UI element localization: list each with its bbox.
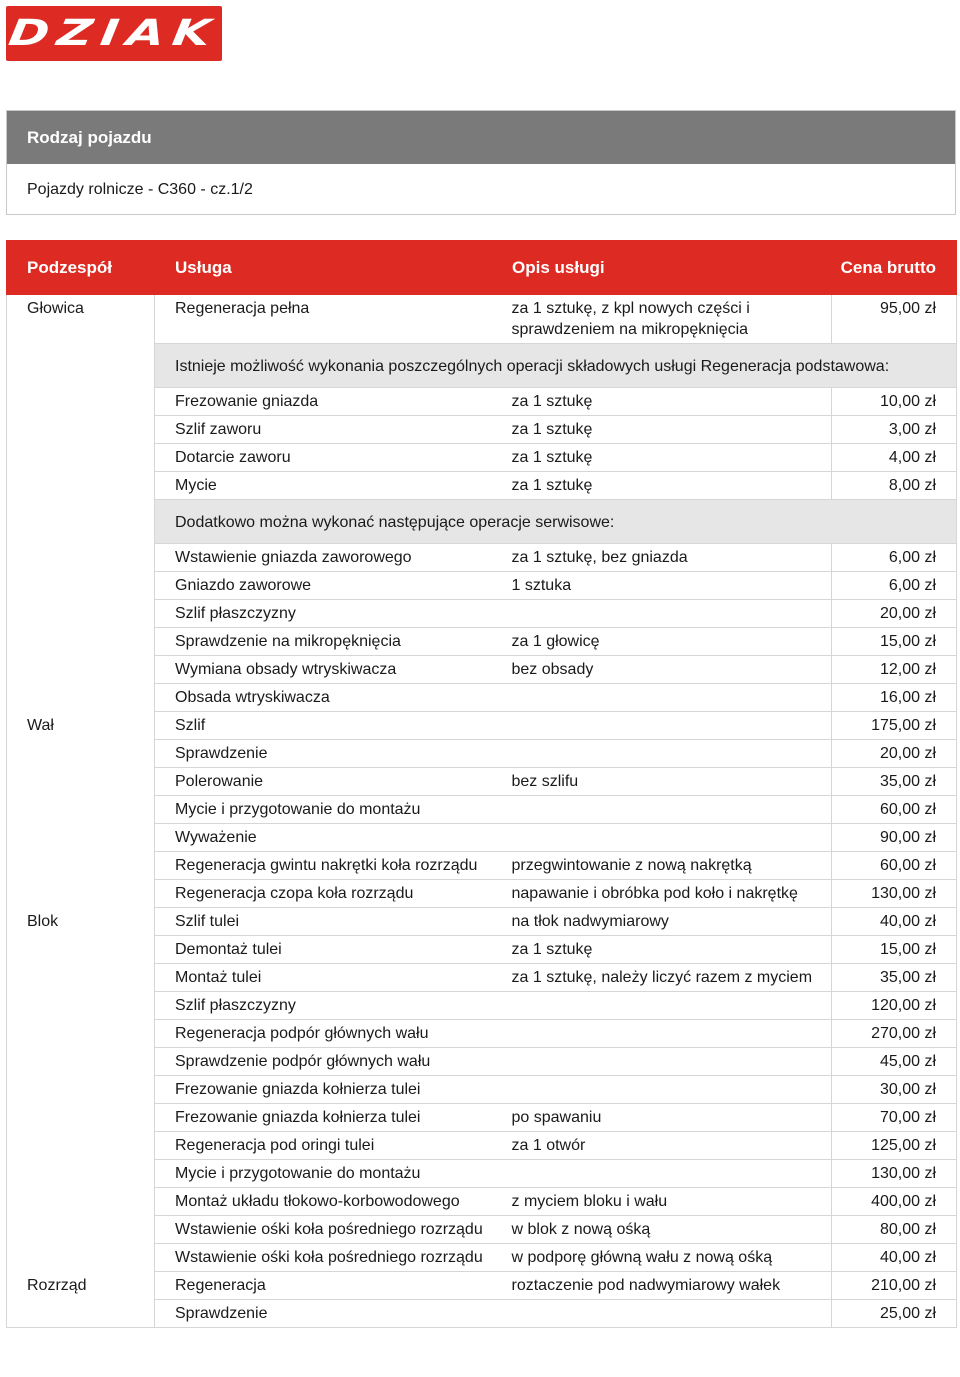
group-cell bbox=[7, 824, 155, 852]
description-cell: w blok z nową ośką bbox=[492, 1216, 832, 1244]
group-cell bbox=[7, 472, 155, 500]
price-cell: 130,00 zł bbox=[832, 1160, 957, 1188]
group-cell bbox=[7, 852, 155, 880]
table-header-row bbox=[7, 241, 957, 295]
description-cell: z myciem bloku i wału bbox=[492, 1188, 832, 1216]
table-row bbox=[7, 1216, 957, 1244]
description-cell bbox=[492, 740, 832, 768]
column-header-description: Opis usługi bbox=[492, 241, 832, 295]
description-cell bbox=[492, 1300, 832, 1328]
description-cell bbox=[492, 1160, 832, 1188]
group-cell bbox=[7, 500, 155, 544]
service-cell: Gniazdo zaworowe bbox=[155, 572, 492, 600]
table-row bbox=[7, 712, 957, 740]
service-cell: Frezowanie gniazda kołnierza tulei bbox=[155, 1076, 492, 1104]
price-cell: 35,00 zł bbox=[832, 964, 957, 992]
company-logo bbox=[6, 6, 222, 61]
group-cell bbox=[7, 600, 155, 628]
group-cell bbox=[7, 1132, 155, 1160]
price-cell: 8,00 zł bbox=[832, 472, 957, 500]
price-list-table bbox=[6, 240, 957, 1328]
table-row bbox=[7, 964, 957, 992]
price-cell: 40,00 zł bbox=[832, 908, 957, 936]
price-cell: 400,00 zł bbox=[832, 1188, 957, 1216]
description-cell: roztaczenie pod nadwymiarowy wałek bbox=[492, 1272, 832, 1300]
description-cell bbox=[492, 992, 832, 1020]
group-cell bbox=[7, 1244, 155, 1272]
group-cell bbox=[7, 1048, 155, 1076]
vehicle-type-box bbox=[6, 110, 956, 215]
price-cell: 25,00 zł bbox=[832, 1300, 957, 1328]
group-cell bbox=[7, 444, 155, 472]
description-cell bbox=[492, 1076, 832, 1104]
service-cell: Demontaż tulei bbox=[155, 936, 492, 964]
table-row bbox=[7, 1160, 957, 1188]
price-cell: 95,00 zł bbox=[832, 295, 957, 344]
group-cell bbox=[7, 992, 155, 1020]
description-cell bbox=[492, 1020, 832, 1048]
service-cell: Mycie bbox=[155, 472, 492, 500]
price-cell: 35,00 zł bbox=[832, 768, 957, 796]
price-cell: 4,00 zł bbox=[832, 444, 957, 472]
group-cell bbox=[7, 964, 155, 992]
price-cell: 60,00 zł bbox=[832, 852, 957, 880]
group-cell bbox=[7, 880, 155, 908]
group-cell bbox=[7, 684, 155, 712]
description-cell: za 1 sztukę, z kpl nowych części i sprawdzeniem na mikropęknięcia bbox=[492, 295, 832, 344]
service-cell: Sprawdzenie podpór głównych wału bbox=[155, 1048, 492, 1076]
description-cell: za 1 sztukę bbox=[492, 936, 832, 964]
table-row bbox=[7, 740, 957, 768]
group-cell bbox=[7, 1104, 155, 1132]
price-cell: 30,00 zł bbox=[832, 1076, 957, 1104]
description-cell bbox=[492, 712, 832, 740]
table-row bbox=[7, 1244, 957, 1272]
price-cell: 130,00 zł bbox=[832, 880, 957, 908]
service-cell: Regeneracja pełna bbox=[155, 295, 492, 344]
description-cell: za 1 sztukę, należy liczyć razem z myciem bbox=[492, 964, 832, 992]
table-row bbox=[7, 1076, 957, 1104]
description-cell bbox=[492, 796, 832, 824]
description-cell: za 1 sztukę bbox=[492, 388, 832, 416]
price-cell: 270,00 zł bbox=[832, 1020, 957, 1048]
service-cell: Dotarcie zaworu bbox=[155, 444, 492, 472]
description-cell: po spawaniu bbox=[492, 1104, 832, 1132]
service-cell: Frezowanie gniazda kołnierza tulei bbox=[155, 1104, 492, 1132]
service-cell: Szlif płaszczyzny bbox=[155, 600, 492, 628]
price-cell: 3,00 zł bbox=[832, 416, 957, 444]
description-cell bbox=[492, 1048, 832, 1076]
group-cell bbox=[7, 544, 155, 572]
price-cell: 15,00 zł bbox=[832, 628, 957, 656]
service-cell: Regeneracja podpór głównych wału bbox=[155, 1020, 492, 1048]
service-cell: Mycie i przygotowanie do montażu bbox=[155, 796, 492, 824]
group-cell bbox=[7, 1020, 155, 1048]
group-cell bbox=[7, 656, 155, 684]
service-cell: Polerowanie bbox=[155, 768, 492, 796]
group-cell bbox=[7, 768, 155, 796]
table-row bbox=[7, 880, 957, 908]
group-cell: Głowica bbox=[7, 295, 155, 344]
vehicle-type-value: Pojazdy rolnicze - C360 - cz.1/2 bbox=[27, 181, 253, 198]
service-cell: Montaż układu tłokowo-korbowodowego bbox=[155, 1188, 492, 1216]
group-cell bbox=[7, 416, 155, 444]
service-cell: Obsada wtryskiwacza bbox=[155, 684, 492, 712]
price-cell: 80,00 zł bbox=[832, 1216, 957, 1244]
price-cell: 70,00 zł bbox=[832, 1104, 957, 1132]
price-cell: 90,00 zł bbox=[832, 824, 957, 852]
description-cell: w podporę główną wału z nową ośką bbox=[492, 1244, 832, 1272]
group-cell bbox=[7, 740, 155, 768]
service-cell: Regeneracja bbox=[155, 1272, 492, 1300]
service-cell: Wstawienie ośki koła pośredniego rozrządu bbox=[155, 1244, 492, 1272]
service-cell: Sprawdzenie bbox=[155, 1300, 492, 1328]
table-row bbox=[7, 1048, 957, 1076]
price-cell: 125,00 zł bbox=[832, 1132, 957, 1160]
description-cell: za 1 sztukę bbox=[492, 472, 832, 500]
service-cell: Regeneracja pod oringi tulei bbox=[155, 1132, 492, 1160]
table-row bbox=[7, 1272, 957, 1300]
service-cell: Sprawdzenie bbox=[155, 740, 492, 768]
price-cell: 15,00 zł bbox=[832, 936, 957, 964]
service-cell: Wstawienie ośki koła pośredniego rozrządu bbox=[155, 1216, 492, 1244]
table-row bbox=[7, 992, 957, 1020]
price-cell: 175,00 zł bbox=[832, 712, 957, 740]
group-cell bbox=[7, 1160, 155, 1188]
description-cell: za 1 sztukę bbox=[492, 416, 832, 444]
price-cell: 40,00 zł bbox=[832, 1244, 957, 1272]
table-row bbox=[7, 295, 957, 344]
column-header-service: Usługa bbox=[155, 241, 492, 295]
table-row bbox=[7, 852, 957, 880]
table-row bbox=[7, 572, 957, 600]
price-cell: 6,00 zł bbox=[832, 572, 957, 600]
group-cell bbox=[7, 1188, 155, 1216]
table-note-row bbox=[7, 344, 957, 388]
logo-text: DZIAK bbox=[6, 13, 222, 54]
table-row bbox=[7, 388, 957, 416]
table-row bbox=[7, 472, 957, 500]
group-cell: Blok bbox=[7, 908, 155, 936]
price-cell: 6,00 zł bbox=[832, 544, 957, 572]
service-cell: Regeneracja czopa koła rozrządu bbox=[155, 880, 492, 908]
service-cell: Szlif bbox=[155, 712, 492, 740]
column-header-price: Cena brutto bbox=[832, 241, 957, 295]
service-cell: Regeneracja gwintu nakrętki koła rozrządu bbox=[155, 852, 492, 880]
description-cell: bez szlifu bbox=[492, 768, 832, 796]
table-row bbox=[7, 768, 957, 796]
price-cell: 10,00 zł bbox=[832, 388, 957, 416]
description-cell: bez obsady bbox=[492, 656, 832, 684]
column-header-group: Podzespół bbox=[7, 241, 155, 295]
description-cell bbox=[492, 684, 832, 712]
table-row bbox=[7, 1188, 957, 1216]
service-cell: Sprawdzenie na mikropęknięcia bbox=[155, 628, 492, 656]
price-cell: 45,00 zł bbox=[832, 1048, 957, 1076]
table-row bbox=[7, 628, 957, 656]
group-cell bbox=[7, 796, 155, 824]
group-cell bbox=[7, 572, 155, 600]
description-cell: na tłok nadwymiarowy bbox=[492, 908, 832, 936]
price-cell: 12,00 zł bbox=[832, 656, 957, 684]
group-cell bbox=[7, 344, 155, 388]
description-cell: za 1 otwór bbox=[492, 1132, 832, 1160]
description-cell bbox=[492, 600, 832, 628]
group-cell bbox=[7, 936, 155, 964]
description-cell: za 1 sztukę bbox=[492, 444, 832, 472]
service-cell: Montaż tulei bbox=[155, 964, 492, 992]
service-cell: Frezowanie gniazda bbox=[155, 388, 492, 416]
group-cell: Wał bbox=[7, 712, 155, 740]
group-cell bbox=[7, 628, 155, 656]
price-cell: 20,00 zł bbox=[832, 600, 957, 628]
description-cell: przegwintowanie z nową nakrętką bbox=[492, 852, 832, 880]
section-note: Dodatkowo można wykonać następujące operacje serwisowe: bbox=[155, 500, 957, 544]
table-row bbox=[7, 1020, 957, 1048]
description-cell bbox=[492, 824, 832, 852]
price-cell: 20,00 zł bbox=[832, 740, 957, 768]
table-row bbox=[7, 444, 957, 472]
service-cell: Wyważenie bbox=[155, 824, 492, 852]
table-row bbox=[7, 656, 957, 684]
table-body bbox=[7, 295, 957, 1328]
group-cell bbox=[7, 388, 155, 416]
vehicle-type-header: Rodzaj pojazdu bbox=[7, 111, 955, 164]
price-cell: 60,00 zł bbox=[832, 796, 957, 824]
table-row bbox=[7, 1104, 957, 1132]
service-cell: Szlif tulei bbox=[155, 908, 492, 936]
service-cell: Wstawienie gniazda zaworowego bbox=[155, 544, 492, 572]
description-cell: za 1 głowicę bbox=[492, 628, 832, 656]
price-cell: 120,00 zł bbox=[832, 992, 957, 1020]
table-row bbox=[7, 936, 957, 964]
section-note: Istnieje możliwość wykonania poszczególnych operacji składowych usługi Regeneracja podstawowa: bbox=[155, 344, 957, 388]
price-cell: 210,00 zł bbox=[832, 1272, 957, 1300]
description-cell: napawanie i obróbka pod koło i nakrętkę bbox=[492, 880, 832, 908]
group-cell bbox=[7, 1216, 155, 1244]
description-cell: 1 sztuka bbox=[492, 572, 832, 600]
description-cell: za 1 sztukę, bez gniazda bbox=[492, 544, 832, 572]
table-row bbox=[7, 600, 957, 628]
price-cell: 16,00 zł bbox=[832, 684, 957, 712]
table-row bbox=[7, 1132, 957, 1160]
table-row bbox=[7, 416, 957, 444]
table-row bbox=[7, 824, 957, 852]
service-cell: Mycie i przygotowanie do montażu bbox=[155, 1160, 492, 1188]
table-row bbox=[7, 908, 957, 936]
group-cell: Rozrząd bbox=[7, 1272, 155, 1300]
table-row bbox=[7, 544, 957, 572]
group-cell bbox=[7, 1076, 155, 1104]
table-row bbox=[7, 796, 957, 824]
service-cell: Wymiana obsady wtryskiwacza bbox=[155, 656, 492, 684]
service-cell: Szlif zaworu bbox=[155, 416, 492, 444]
service-cell: Szlif płaszczyzny bbox=[155, 992, 492, 1020]
group-cell bbox=[7, 1300, 155, 1328]
table-row bbox=[7, 684, 957, 712]
table-note-row bbox=[7, 500, 957, 544]
table-row bbox=[7, 1300, 957, 1328]
